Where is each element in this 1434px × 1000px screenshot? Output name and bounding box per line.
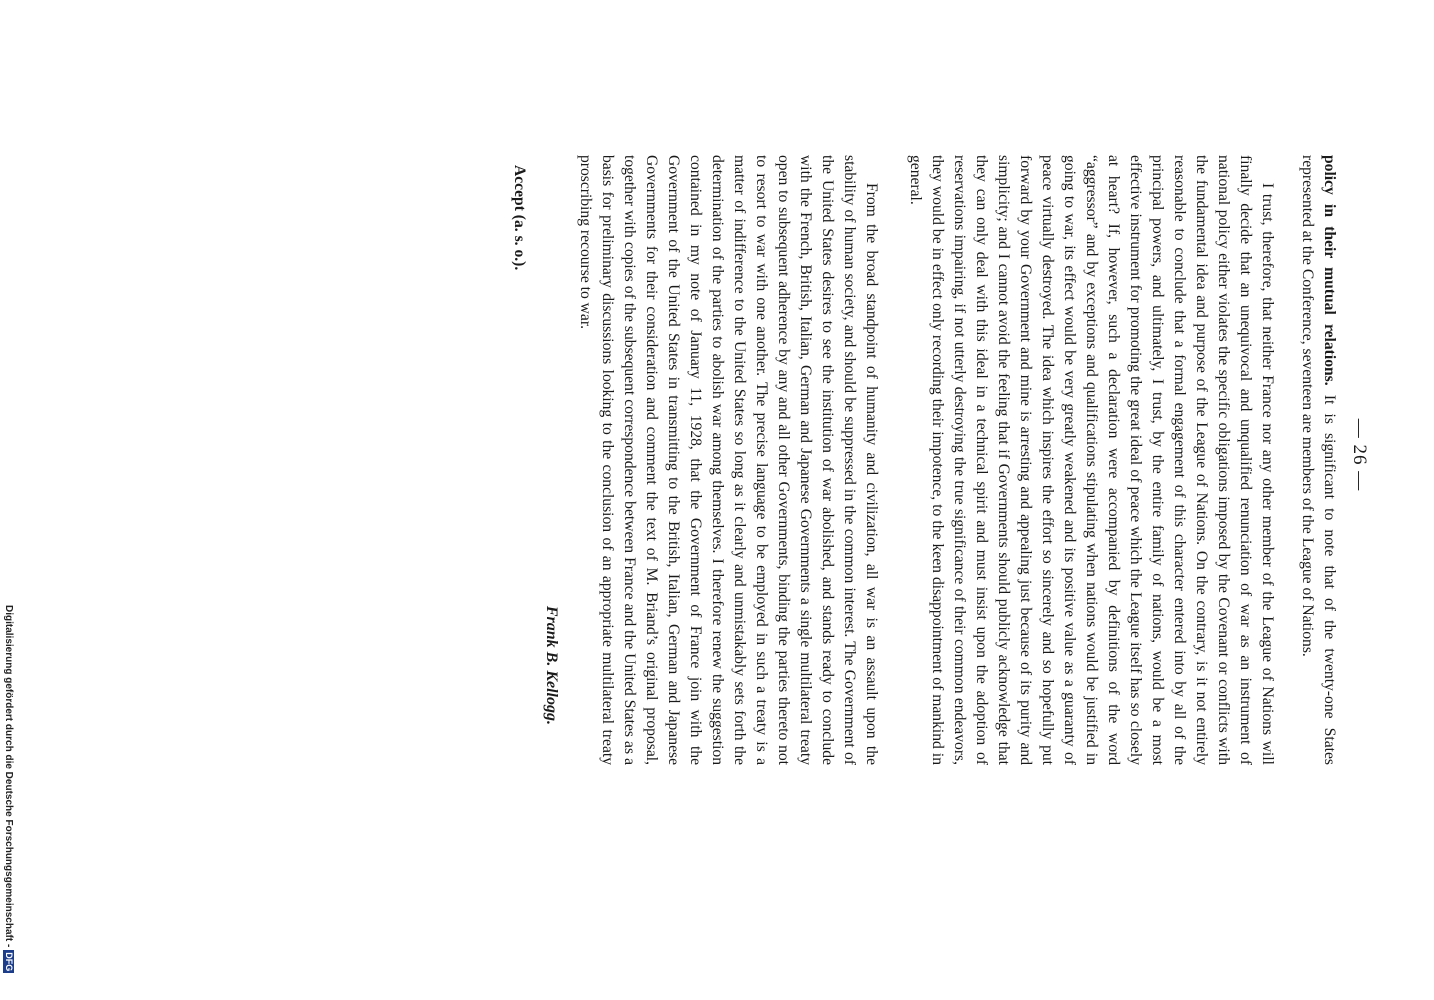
dfg-logo-icon: DFG xyxy=(4,952,14,972)
paragraph-lead-bold: policy in their mutual relations. xyxy=(1321,155,1338,386)
paragraph-continuation xyxy=(1296,155,1340,765)
closing-note: Accept (a. s. o.). xyxy=(511,165,528,271)
digitization-credit xyxy=(3,605,14,973)
document-body xyxy=(508,155,1370,765)
digitization-credit-text: Digitalisierung gefördert durch die Deutsche Forschungsgemeinschaft - xyxy=(2,605,14,948)
page-number: — 26 — xyxy=(1349,418,1370,492)
signature: Frank B. Kellogg. xyxy=(543,605,560,725)
paragraph-league-of-nations: I trust, therefore, that neither France nor any other member of the League of Nations will finally decide that an unequivocal and unqualified renunciation of war as an instrument of national policy either violates the specific obligations imposed by the Covenant or conflicts with the fundamental idea and purpose of the League of Nations. On the contrary, is it not entirely reasonable to conclude that a formal engagement of this character entered into by all of the principal powers, and ultimately, I trust, by the entire family of nations, would be a most effective instrument for promoting the great ideal of peace which the League itself has so closely at heart? If, however, such a declaration were accompanied by definitions of the word “aggressor” and by exceptions and qualifications stipulating when nations would be justified in going to war, its effect would be very greatly weakened and its positive value as a guaranty of peace virtually destroyed. The idea which inspires the effort so sincerely and so hopefully put forward by your Government and mine is arresting and appealing just because of its purity and simplicity; and I cannot avoid the feeling that if Governments should publicly acknowledge that they can only deal with this ideal in a technical spirit and must insist upon the adoption of reservations impairing, if not utterly destroying the true significance of their common endeavors, they would be in effect only recording their impotence, to the keen disappointment of mankind in general. xyxy=(907,155,1276,765)
paragraph-text: It is significant to note that of the twenty-one States represented at the Conference, seventeen are members of the League of Nations. xyxy=(1299,155,1338,765)
paragraph-multilateral-treaty: From the broad standpoint of humanity and civilization, all war is an assault upon the stability of human society, and should be suppressed in the common interest. The Government of the United States desires to see the institution of war abolished, and stands ready to conclude with the French, British, Italian, German and Japanese Governments a single multilateral treaty open to subsequent adherence by any and all other Governments, binding the parties thereto not to resort to war with one another. The precise language to be employed in such a treaty is a matter of indifference to the United States so long as it clearly and unmistakably sets forth the determination of the parties to abolish war among themselves. I therefore renew the suggestion contained in my note of January 11, 1928, that the Government of France join with the Government of the United States in transmitting to the British, Italian, German and Japanese Governments for their consideration and comment the text of M. Briand’s original proposal, together with copies of the subsequent correspondence between France and the United States as a basis for preliminary discussions looking to the conclusion of an appropriate multilateral treaty proscribing recourse to war. xyxy=(577,155,880,765)
